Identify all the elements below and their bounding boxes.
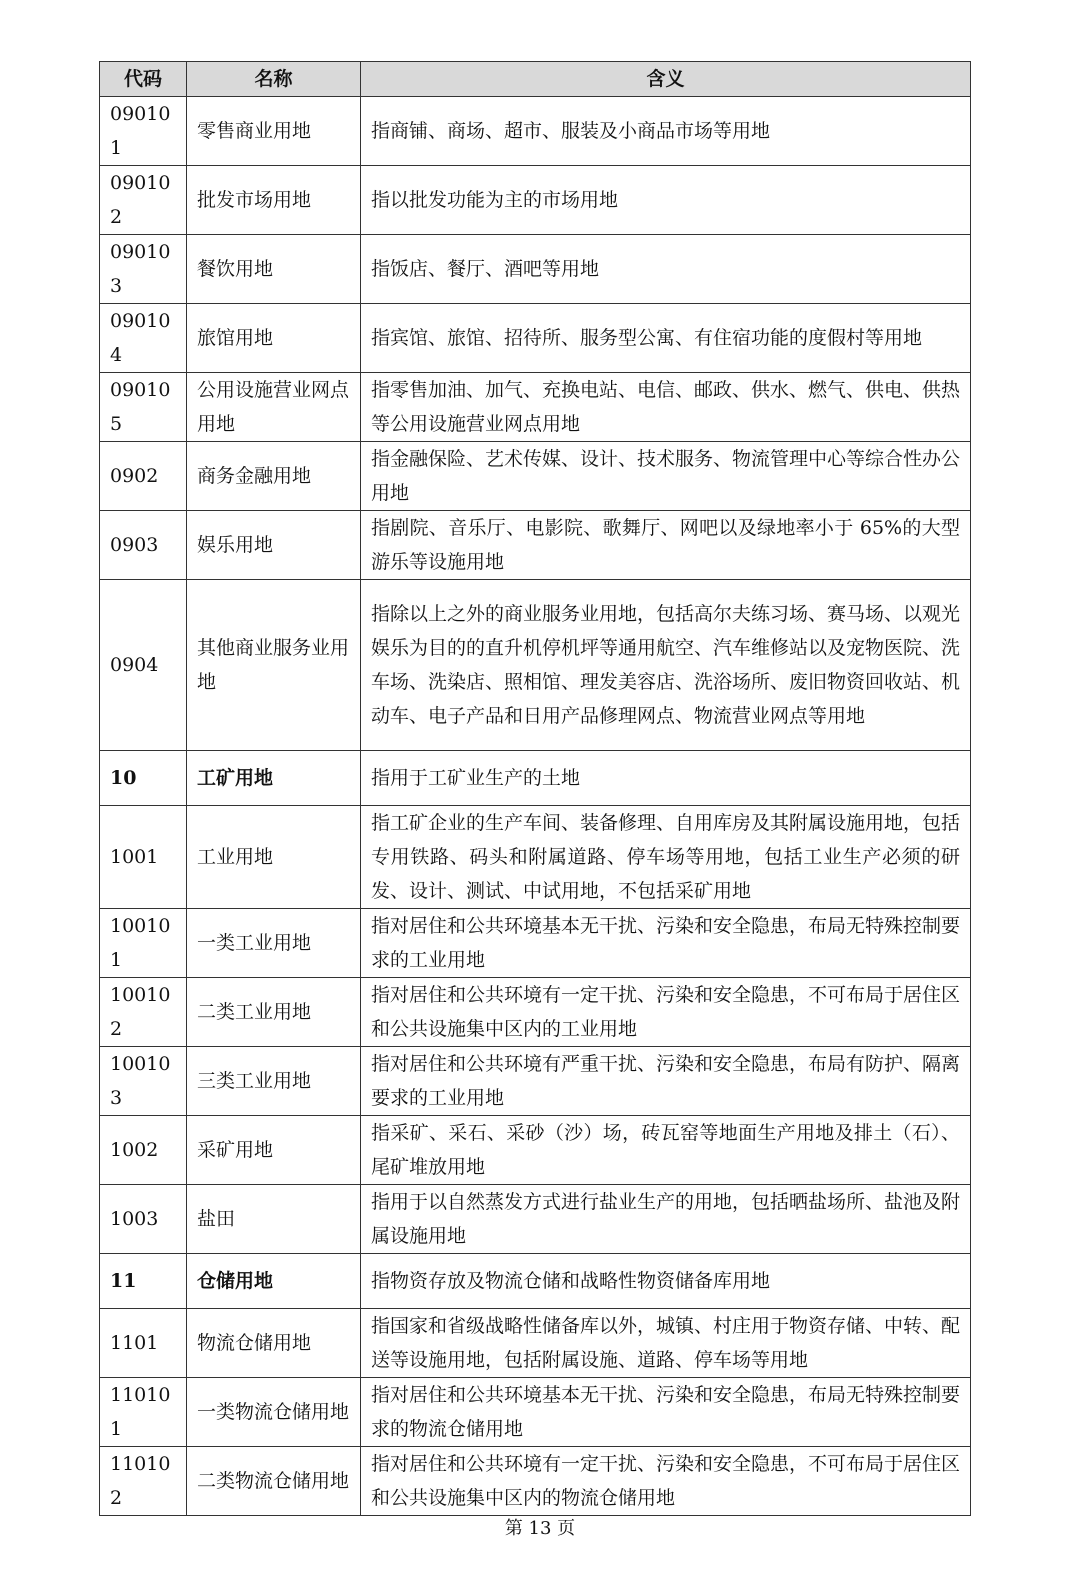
row-name: 旅馆用地 <box>187 304 361 373</box>
table-row <box>100 235 971 304</box>
row-meaning: 指饭店、餐厅、酒吧等用地 <box>361 235 971 304</box>
table-row <box>100 304 971 373</box>
header-meaning: 含义 <box>361 62 971 97</box>
table-row <box>100 1309 971 1378</box>
row-name: 二类物流仓储用地 <box>187 1447 361 1516</box>
row-code: 10 <box>100 751 187 806</box>
table-row <box>100 511 971 580</box>
row-meaning: 指对居住和公共环境有一定干扰、污染和安全隐患，不可布局于居住区和公共设施集中区内的工业用地 <box>361 978 971 1047</box>
row-name: 物流仓储用地 <box>187 1309 361 1378</box>
row-code: 1003 <box>100 1185 187 1254</box>
row-meaning: 指采矿、采石、采砂（沙）场，砖瓦窑等地面生产用地及排土（石）、尾矿堆放用地 <box>361 1116 971 1185</box>
row-name: 采矿用地 <box>187 1116 361 1185</box>
row-code: 1001 <box>100 806 187 909</box>
row-meaning: 指商铺、商场、超市、服装及小商品市场等用地 <box>361 97 971 166</box>
row-name: 零售商业用地 <box>187 97 361 166</box>
table-row <box>100 806 971 909</box>
row-code: 1002 <box>100 1116 187 1185</box>
row-name: 一类工业用地 <box>187 909 361 978</box>
table-row <box>100 1447 971 1516</box>
header-code: 代码 <box>100 62 187 97</box>
row-meaning: 指除以上之外的商业服务业用地，包括高尔夫练习场、赛马场、以观光娱乐为目的的直升机停机坪等通用航空、汽车维修站以及宠物医院、洗车场、洗染店、照相馆、理发美容店、洗浴场所、废旧物资回收站、机动车、电子产品和日用产品修理网点、物流营业网点等用地 <box>361 580 971 751</box>
row-meaning: 指对居住和公共环境有严重干扰、污染和安全隐患，布局有防护、隔离要求的工业用地 <box>361 1047 971 1116</box>
table-row <box>100 978 971 1047</box>
table-row <box>100 1378 971 1447</box>
row-code: 090105 <box>100 373 187 442</box>
row-code: 110102 <box>100 1447 187 1516</box>
row-code: 0902 <box>100 442 187 511</box>
table-header-row <box>100 62 971 97</box>
row-meaning: 指用于工矿业生产的土地 <box>361 751 971 806</box>
page-number: 第 13 页 <box>504 1518 576 1539</box>
row-meaning: 指对居住和公共环境基本无干扰、污染和安全隐患，布局无特殊控制要求的工业用地 <box>361 909 971 978</box>
table-body <box>100 97 971 1516</box>
row-code: 0903 <box>100 511 187 580</box>
row-name: 仓储用地 <box>187 1254 361 1309</box>
header-name: 名称 <box>187 62 361 97</box>
row-meaning: 指金融保险、艺术传媒、设计、技术服务、物流管理中心等综合性办公用地 <box>361 442 971 511</box>
row-name: 其他商业服务业用地 <box>187 580 361 751</box>
row-code: 100103 <box>100 1047 187 1116</box>
row-code: 090103 <box>100 235 187 304</box>
row-code: 110101 <box>100 1378 187 1447</box>
row-name: 一类物流仓储用地 <box>187 1378 361 1447</box>
row-code: 0904 <box>100 580 187 751</box>
row-name: 娱乐用地 <box>187 511 361 580</box>
table-row <box>100 166 971 235</box>
table-row <box>100 1116 971 1185</box>
table-row <box>100 580 971 751</box>
row-name: 批发市场用地 <box>187 166 361 235</box>
row-name: 三类工业用地 <box>187 1047 361 1116</box>
table-row <box>100 442 971 511</box>
row-code: 090102 <box>100 166 187 235</box>
land-use-classification-table <box>99 61 971 1516</box>
row-code: 100102 <box>100 978 187 1047</box>
row-meaning: 指用于以自然蒸发方式进行盐业生产的用地，包括晒盐场所、盐池及附属设施用地 <box>361 1185 971 1254</box>
row-name: 公用设施营业网点用地 <box>187 373 361 442</box>
row-name: 二类工业用地 <box>187 978 361 1047</box>
table-row <box>100 1254 971 1309</box>
row-name: 工矿用地 <box>187 751 361 806</box>
row-code: 1101 <box>100 1309 187 1378</box>
row-meaning: 指对居住和公共环境有一定干扰、污染和安全隐患，不可布局于居住区和公共设施集中区内的物流仓储用地 <box>361 1447 971 1516</box>
row-meaning: 指剧院、音乐厅、电影院、歌舞厅、网吧以及绿地率小于 65%的大型游乐等设施用地 <box>361 511 971 580</box>
table-row <box>100 1185 971 1254</box>
row-meaning: 指宾馆、旅馆、招待所、服务型公寓、有住宿功能的度假村等用地 <box>361 304 971 373</box>
row-meaning: 指物资存放及物流仓储和战略性物资储备库用地 <box>361 1254 971 1309</box>
row-meaning: 指工矿企业的生产车间、装备修理、自用库房及其附属设施用地，包括专用铁路、码头和附属道路、停车场等用地，包括工业生产必须的研发、设计、测试、中试用地，不包括采矿用地 <box>361 806 971 909</box>
row-meaning: 指国家和省级战略性储备库以外，城镇、村庄用于物资存储、中转、配送等设施用地，包括附属设施、道路、停车场等用地 <box>361 1309 971 1378</box>
table-row <box>100 97 971 166</box>
table-row <box>100 373 971 442</box>
table-row <box>100 751 971 806</box>
row-name: 工业用地 <box>187 806 361 909</box>
row-meaning: 指零售加油、加气、充换电站、电信、邮政、供水、燃气、供电、供热等公用设施营业网点用地 <box>361 373 971 442</box>
table-row <box>100 1047 971 1116</box>
row-name: 餐饮用地 <box>187 235 361 304</box>
row-name: 盐田 <box>187 1185 361 1254</box>
row-meaning: 指对居住和公共环境基本无干扰、污染和安全隐患，布局无特殊控制要求的物流仓储用地 <box>361 1378 971 1447</box>
row-code: 11 <box>100 1254 187 1309</box>
row-name: 商务金融用地 <box>187 442 361 511</box>
row-code: 090104 <box>100 304 187 373</box>
row-code: 100101 <box>100 909 187 978</box>
row-meaning: 指以批发功能为主的市场用地 <box>361 166 971 235</box>
table-row <box>100 909 971 978</box>
row-code: 090101 <box>100 97 187 166</box>
